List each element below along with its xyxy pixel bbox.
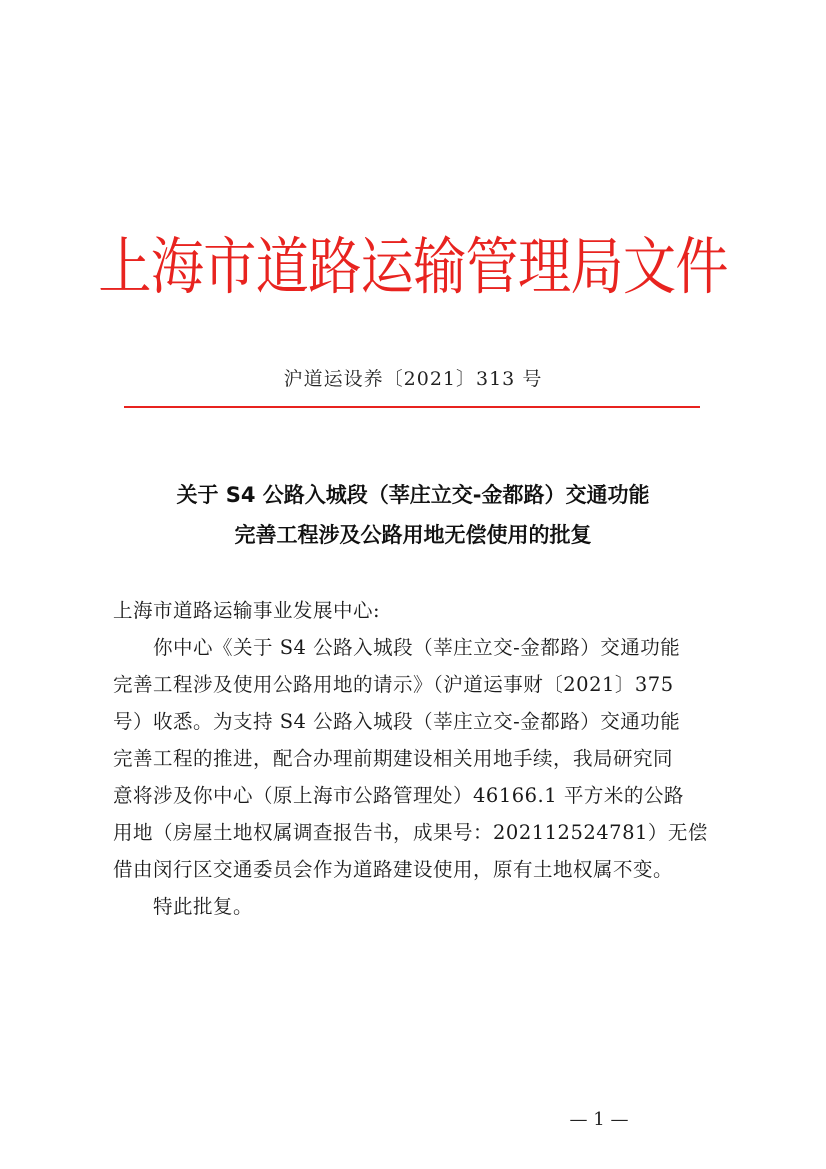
red-separator-line	[124, 406, 700, 408]
paragraph-line: 完善工程的推进，配合办理前期建设相关用地手续，我局研究同	[113, 747, 674, 770]
page-number: — 1 —	[569, 1109, 629, 1130]
subject-line-2: 完善工程涉及公路用地无偿使用的批复	[234, 523, 592, 547]
subject-line-1: 关于 S4 公路入城段（莘庄立交-金都路）交通功能	[176, 483, 650, 507]
paragraph-line: 借由闵行区交通委员会作为道路建设使用，原有土地权属不变。	[113, 858, 674, 881]
paragraph-line: 用地（房屋土地权属调查报告书，成果号：202112524781）无偿	[113, 821, 708, 844]
document-subject	[0, 475, 826, 555]
paragraph-line: 号）收悉。为支持 S4 公路入城段（莘庄立交-金都路）交通功能	[113, 710, 681, 733]
paragraph-1	[113, 629, 718, 888]
paragraph-line: 完善工程涉及使用公路用地的请示》（沪道运事财〔2021〕375	[113, 673, 674, 696]
document-header-title: 上海市道路运输管理局文件	[98, 230, 728, 303]
document-number: 沪道运设养〔2021〕313 号	[283, 368, 543, 390]
paragraph-line: 你中心《关于 S4 公路入城段（莘庄立交-金都路）交通功能	[153, 636, 681, 659]
document-body	[113, 592, 718, 925]
paragraph-line: 意将涉及你中心（原上海市公路管理处）46166.1 平方米的公路	[113, 784, 684, 807]
addressee: 上海市道路运输事业发展中心:	[113, 599, 381, 622]
closing-remark: 特此批复。	[153, 895, 254, 918]
